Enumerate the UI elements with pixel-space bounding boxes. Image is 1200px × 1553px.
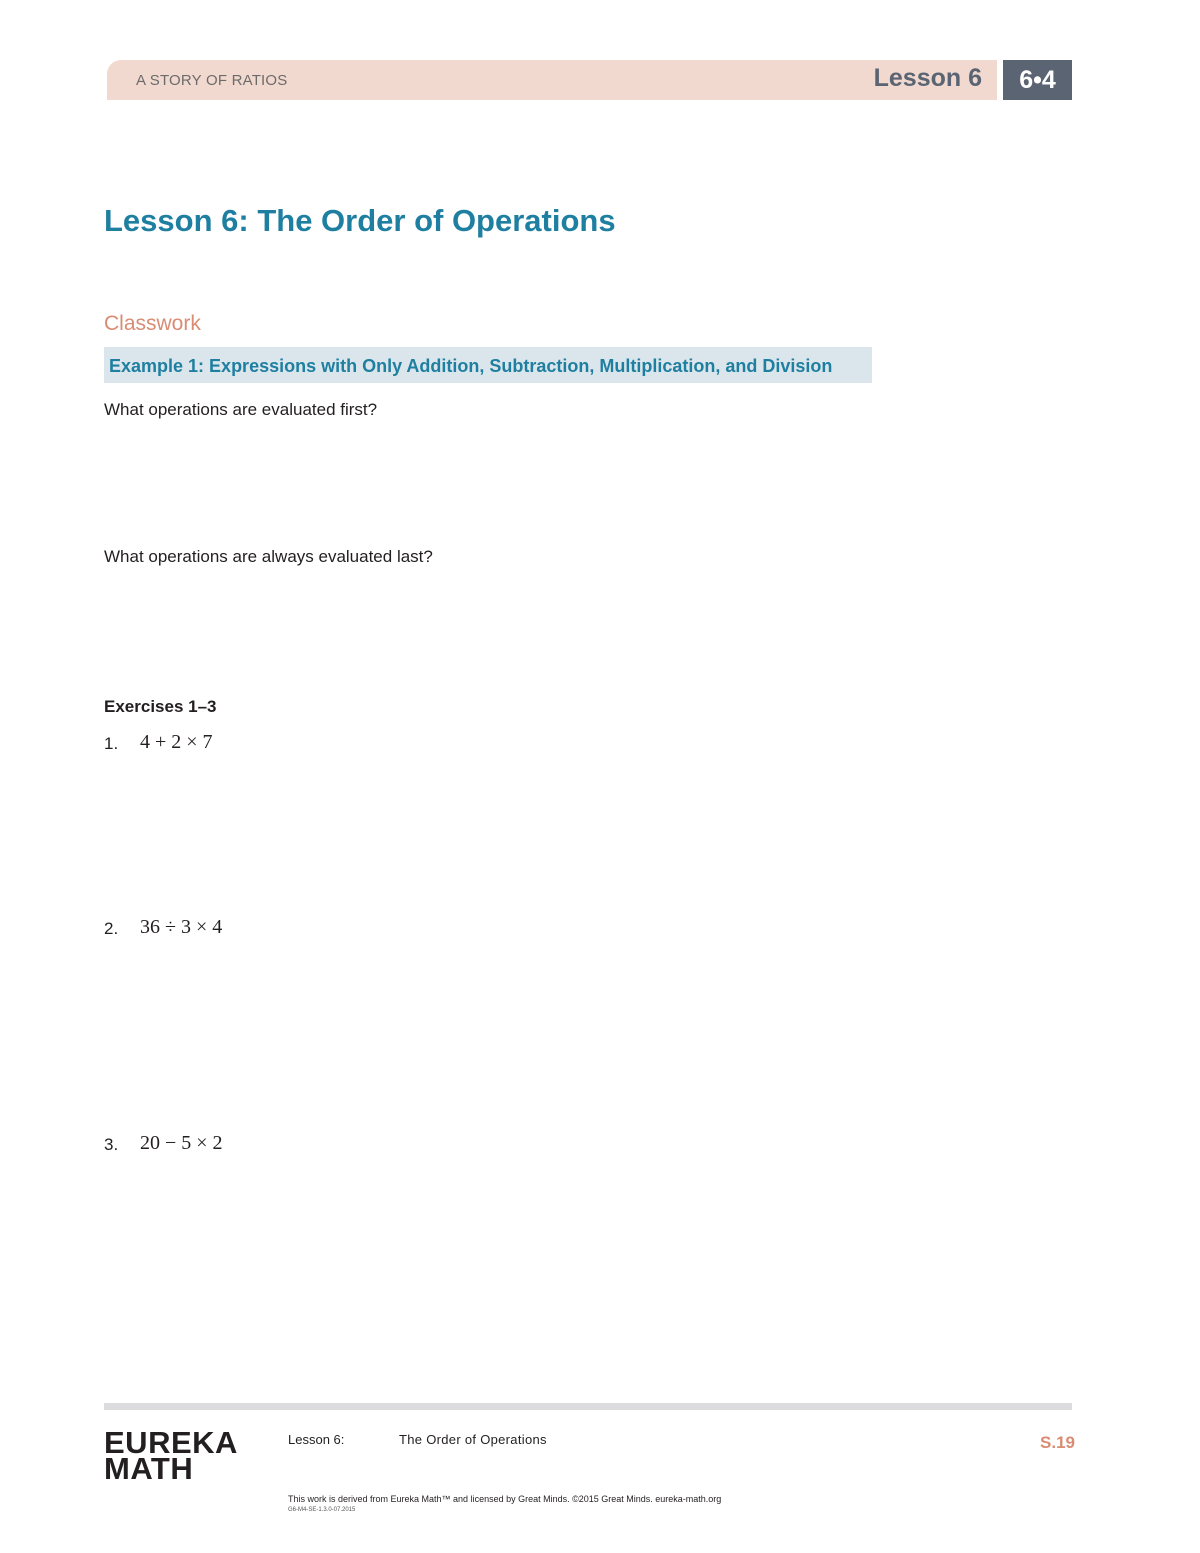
footer-lesson-label: Lesson 6: <box>288 1432 345 1447</box>
classwork-heading: Classwork <box>104 312 201 335</box>
question-last: What operations are always evaluated last? <box>104 547 433 566</box>
footer-credit: This work is derived from Eureka Math™ and licensed by Great Minds. ©2015 Great Minds. eureka-math.org <box>288 1494 722 1504</box>
exercise-number: 1. <box>104 734 119 753</box>
page-number: S.19 <box>1040 1433 1075 1452</box>
footer-code: G6-M4-SE-1.3.0-07.2015 <box>288 1507 356 1513</box>
exercise-number: 3. <box>104 1135 119 1154</box>
series-name: A STORY OF RATIOS <box>136 72 288 89</box>
exercise-expression: 36 ÷ 3 × 4 <box>140 916 223 938</box>
exercises-heading: Exercises 1–3 <box>104 697 217 716</box>
exercise-number: 2. <box>104 919 119 938</box>
example-heading: Example 1: Expressions with Only Addition, Subtraction, Multiplication, and Division <box>109 356 833 376</box>
exercise-expression: 20 − 5 × 2 <box>140 1132 223 1154</box>
question-first: What operations are evaluated first? <box>104 400 378 419</box>
footer-lesson-topic: The Order of Operations <box>399 1432 547 1447</box>
page-title: Lesson 6: The Order of Operations <box>104 203 616 238</box>
logo-line-2: MATH <box>104 1451 194 1486</box>
logo-line-1: EUREKA <box>104 1425 238 1460</box>
header-lesson: Lesson 6 <box>873 64 982 92</box>
eureka-math-logo <box>104 1425 238 1486</box>
exercise-expression: 4 + 2 × 7 <box>140 731 213 753</box>
grade-module-badge: 6•4 <box>1003 60 1072 100</box>
footer-rule <box>104 1403 1072 1410</box>
